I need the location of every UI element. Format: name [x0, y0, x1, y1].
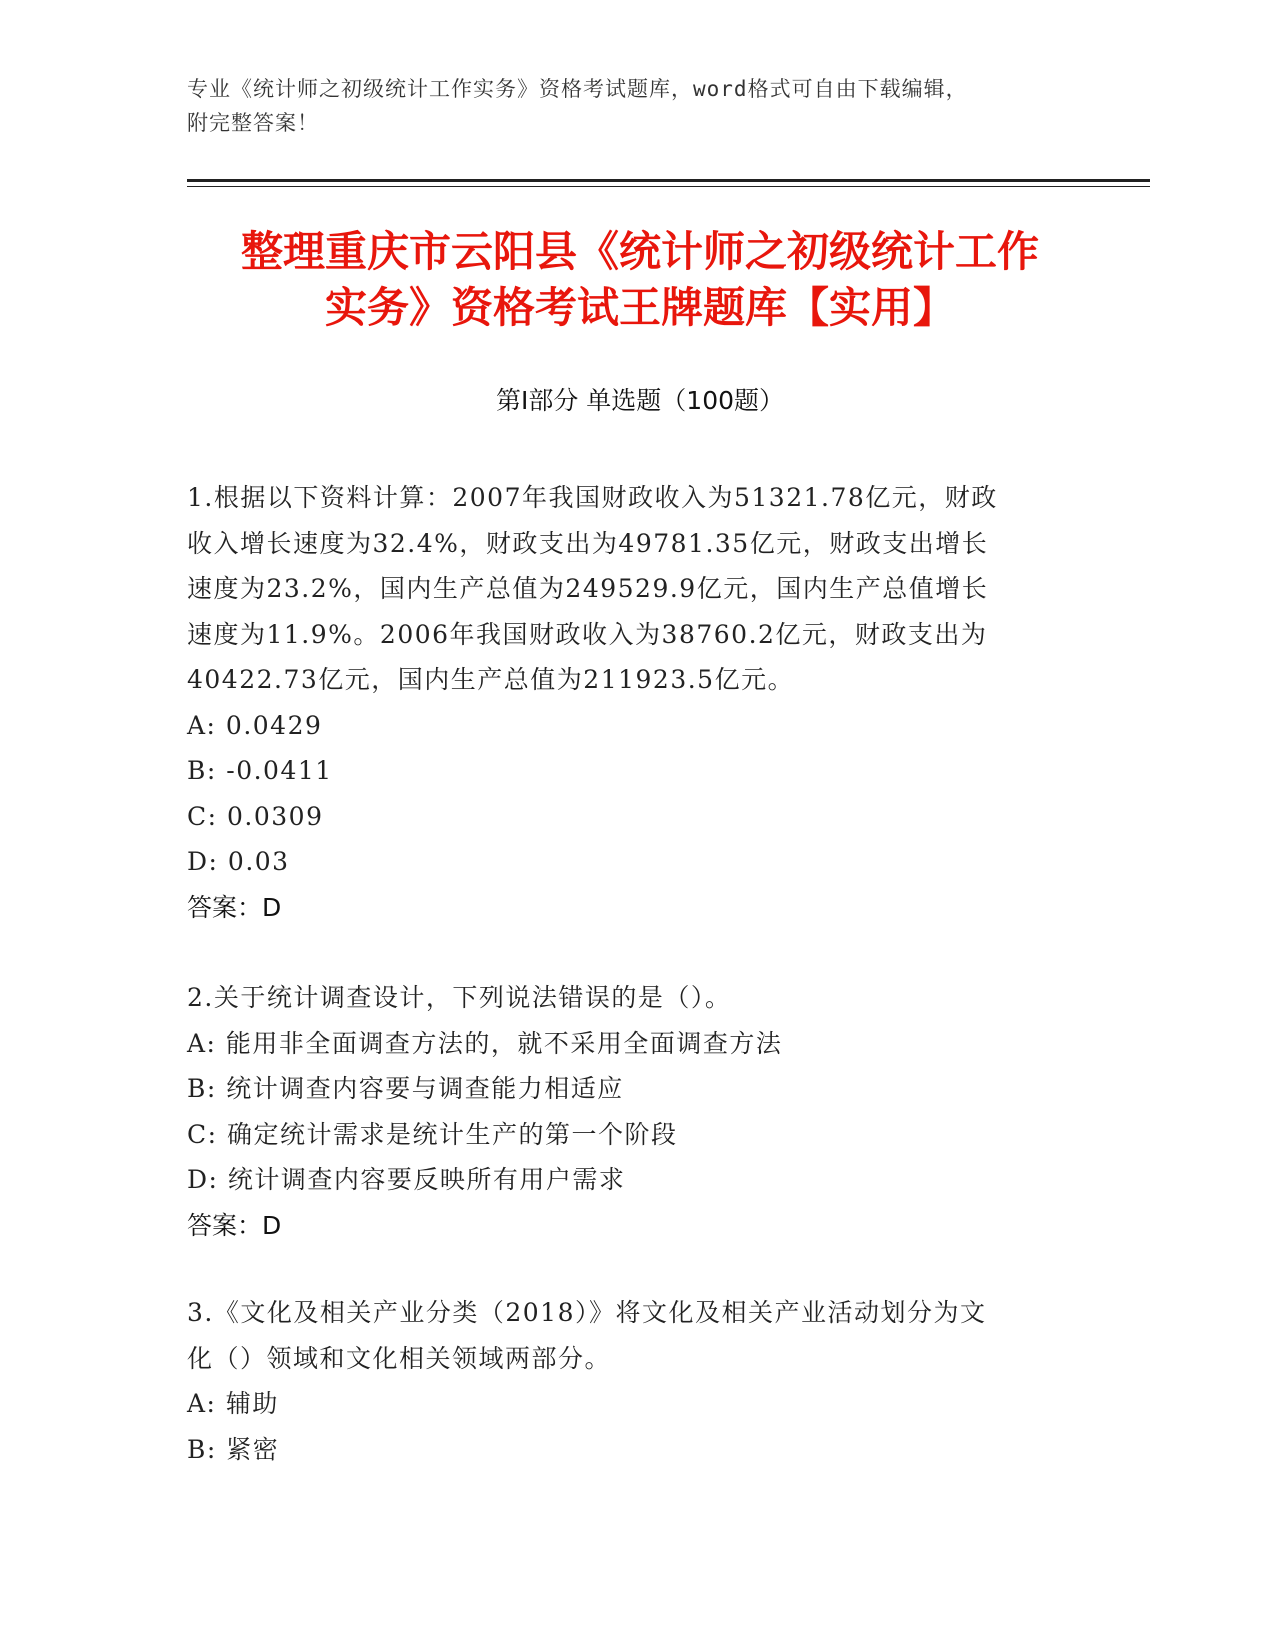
header-divider-thick — [187, 179, 1150, 182]
question-stem: 3.《文化及相关产业分类（2018）》将文化及相关产业活动划分为文 化（）领域和文化相关领域两部分。 — [187, 1298, 987, 1373]
option-a: A: 0.0429 — [187, 710, 323, 740]
option-c: C: 0.0309 — [187, 801, 324, 831]
question-item — [187, 975, 1087, 1248]
header-note — [187, 72, 1067, 140]
document-title — [180, 224, 1100, 336]
option-d: D: 0.03 — [187, 847, 290, 876]
header-note-line-2: 附完整答案！ — [187, 111, 319, 135]
option-b: B: -0.0411 — [187, 756, 333, 785]
header-divider-thin — [187, 186, 1150, 187]
header-note-line-1: 专业《统计师之初级统计工作实务》资格考试题库，word格式可自由下载编辑， — [187, 77, 968, 101]
document-title-line-1: 整理重庆市云阳县《统计师之初级统计工作 — [240, 227, 1039, 276]
document-title-line-2: 实务》资格考试王牌题库【实用】 — [324, 283, 955, 332]
option-a: A: 能用非全面调查方法的，就不采用全面调查方法 — [187, 1028, 783, 1058]
section-heading: 第Ⅰ部分 单选题（100题） — [495, 386, 785, 415]
question-item — [187, 475, 1087, 930]
question-stem: 1.根据以下资料计算：2007年我国财政收入为51321.78亿元，财政 收入增长速度为32.4%，财政支出为49781.35亿元，财政支出增长 速度为23.2%，国内生产总值为249529.9亿元，国内生产总值增长 速度为11.9%。2006年我国财政收入为38760.2亿元，财政支出为 40422.73亿元，国内生产总值为211923.5亿元。 — [187, 483, 998, 694]
answer-label: 答案：D — [187, 892, 282, 922]
option-a: A: 辅助 — [187, 1389, 279, 1418]
option-c: C: 确定统计需求是统计生产的第一个阶段 — [187, 1119, 678, 1149]
question-stem: 2.关于统计调查设计，下列说法错误的是（）。 — [187, 983, 732, 1012]
question-item — [187, 1290, 1087, 1472]
answer-label: 答案：D — [187, 1210, 282, 1240]
option-b: B: 统计调查内容要与调查能力相适应 — [187, 1074, 624, 1103]
option-d: D: 统计调查内容要反映所有用户需求 — [187, 1165, 626, 1194]
option-b: B: 紧密 — [187, 1434, 280, 1464]
